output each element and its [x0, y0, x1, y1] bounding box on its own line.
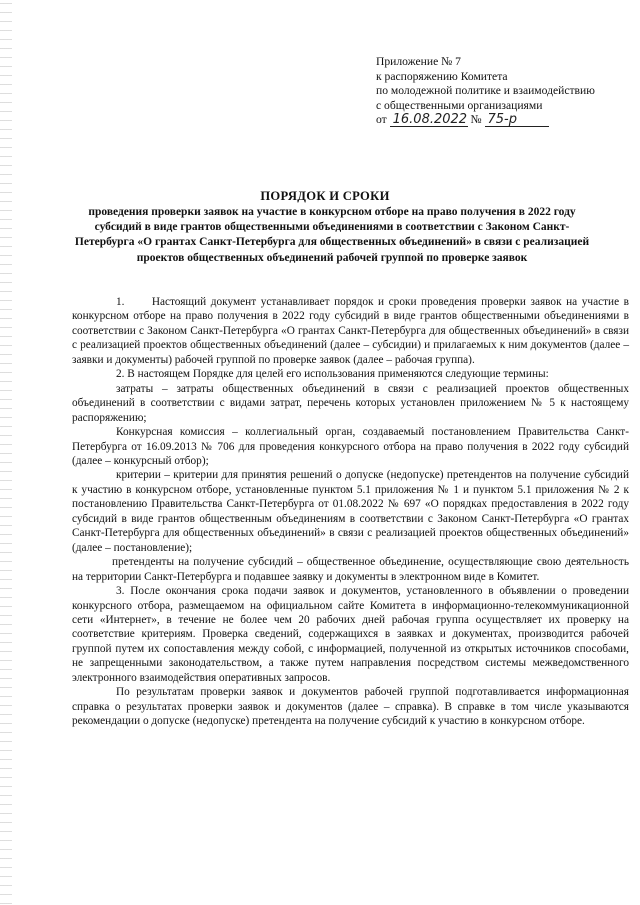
- document-title: ПОРЯДОК И СРОКИ: [260, 189, 390, 203]
- term-applicants: претенденты на получение субсидий – общественное объединение, осуществляющие свою деятельность на территории Санкт-Петербурга и подавшее заявку и документы в электронном виде в Комитет.: [72, 556, 629, 583]
- paragraph-1: 1. Настоящий документ устанавливает порядок и сроки проведения проверки заявок на участие в конкурсном отборе на право получения в 2022 году субсидий в виде грантов общественными объединениями в соответствии с Законом Санкт-Петербурга «О грантах Санкт-Петербурга для общественных объединений» в связи с реализацией проектов общественных объединений (далее – субсидии) и прилагаемых к ним документов (далее – заявки и документы) рабочей группой по проверке заявок (далее – рабочая группа).: [72, 296, 629, 366]
- paragraph-2: 2. В настоящем Порядке для целей его использования применяются следующие термины:: [116, 368, 549, 381]
- appendix-line-committee: по молодежной политике и взаимодействию: [376, 84, 595, 97]
- handwritten-number: 75-р: [485, 113, 549, 127]
- paragraph-results: По результатам проверки заявок и документов рабочей группой подготавливается информационная справка о результатах проверки заявок и документов (далее – справка). В справке в том числе указываются рекомендации о допуске (недопуске) претендента на получение субсидий к участию в конкурсном отборе.: [72, 686, 629, 728]
- appendix-number: Приложение № 7: [376, 55, 461, 68]
- handwritten-date: 16.08.2022: [390, 113, 468, 127]
- date-prefix: от: [376, 113, 387, 126]
- document-subtitle: проведения проверки заявок на участие в конкурсном отборе на право получения в 2022 году субсидий в виде грантов общественными объединениями в соответствии с Законом Санкт-Петербурга «О грантах Санкт-Петербурга для общественных объединений» в связи с реализацией проектов общественных объединений рабочей группой по проверке заявок: [74, 206, 590, 264]
- term-criteria: критерии – критерии для принятия решений о допуске (недопуске) претендентов на получение субсидий к участию в конкурсном отборе, установленные пунктом 5.1 приложения № 1 и пунктом 5.1 приложения № 2 к постановлению Правительства Санкт-Петербурга от 01.08.2022 № 697 «О порядках предоставления в 2022 году субсидий в виде грантов общественным объединениям в соответствии с Законом Санкт-Петербурга «О грантах Санкт-Петербурга для общественных объединений» в связи с реализацией проектов общественных объединений» (далее – постановление);: [72, 469, 629, 554]
- appendix-date-line: [376, 113, 626, 128]
- document-body: [72, 295, 629, 729]
- appendix-header: [376, 55, 626, 128]
- number-prefix: №: [470, 113, 482, 126]
- scan-edge-artifact: [0, 0, 12, 905]
- term-commission: Конкурсная комиссия – коллегиальный орган, создаваемый постановлением Правительства Санкт-Петербурга от 16.09.2013 № 706 для проведения конкурсного отбора на право получения в 2022 году субсидий (далее – конкурсный отбор);: [72, 426, 629, 467]
- appendix-line-organizations: с общественными организациями: [376, 98, 543, 112]
- paragraph-3: 3. После окончания срока подачи заявок и документов, установленного в объявлении о проведении конкурсного отбора, размещаемом на официальном сайте Комитета в информационно-телекоммуникационной сети «Интернет», в течение не более чем 20 рабочих дней рабочая группа осуществляет их проверку на соответствие критериям. Проверка сведений, содержащихся в заявках и документах, производится рабочей группой путем их сопоставления между собой, с информацией, полученной из открытых источников способами, не запрещенными законодательством, а также путем направления посредством системы межведомственного электронного взаимодействия оперативных запросов.: [72, 585, 629, 684]
- term-costs: затраты – затраты общественных объединений в связи с реализацией проектов общественных объединений в соответствии с видами затрат, перечень которых установлен приложением № 5 к настоящему распоряжению;: [72, 382, 629, 424]
- appendix-line-order: к распоряжению Комитета: [376, 69, 508, 83]
